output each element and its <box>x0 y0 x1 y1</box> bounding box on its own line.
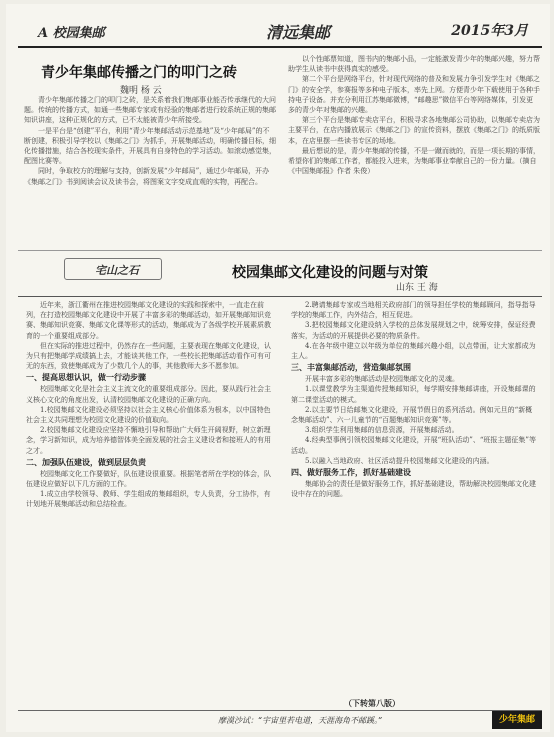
article2-paragraph: 集邮协会的责任是做好服务工作，抓好基础建设，帮助解决校园集邮文化建设中存在的问题。 <box>291 480 536 499</box>
section-heading: 三、丰富集邮活动，营造集邮氛围 <box>291 363 411 373</box>
article2-paragraph: 近年来，浙江衢州在推进校园集邮文化建设的实践和探索中，一直走在前列，在打造校园集邮文化建设中开展了丰富多彩的集邮活动，如开展集邮知识竞赛、集邮知识竞赛、集邮文化课等形式的活动，集邮成为了各级学校开展素质教育的一个重要组成部分。 <box>26 301 271 340</box>
article2-paragraph: 4.在各年级中建立以年级为单位的集邮兴趣小组，以点带面，让大家都成为主人。 <box>291 341 536 361</box>
article2-paragraph: 1.成立由学校领导、教师、学生组成的集邮组织，专人负责，分工协作，有计划地开展集邮活动和总结检查。 <box>26 490 271 509</box>
section-divider <box>18 250 542 251</box>
issue-date: 2015年3月 <box>451 23 528 39</box>
article2-right-column <box>291 300 537 700</box>
article2-byline: 山东 王 海 <box>396 283 438 293</box>
article1-right-column <box>288 54 540 256</box>
article2-paragraph: 2.以主要节日给邮集文化建设，开展节假日的系列活动。例如元旦的“新概念集邮活动”、六一儿童节的“百题集邮知识竞赛”等。 <box>291 405 533 425</box>
footer-quote: 摩漠沙试：“宇宙里若电道，天涯海角不邮蹊。” <box>218 716 383 725</box>
article1-paragraph: 青少年集邮传播之门的叩门之砖，是关系着我们集邮事业能否传承继代的大问题。传统的传播方式，如通一些集邮专家或有经验的集邮者进行较系统正规的集邮知识讲座，这种正规化的方式，已不太能被青少年所接受。 <box>24 96 276 125</box>
section-heading: 一、提高思想认识，做一行动步骤 <box>26 373 146 383</box>
article2-paragraph: 校园集邮文化工作要做好，队伍建设很重要。根据笔者所在学校的体会，队伍建设应做好以下几方面的工作。 <box>26 469 271 489</box>
article1-paragraph: 一是平台是“创建”平台，利用“青少年集邮活动示范基地”及“少年邮局”的不断创建，积极引导学校以《集邮之门》为抓手，开展集邮活动，明确传播目标，细化传播措施，结合各校现实条件，开展具有自身特色的学习活动。如滚动感觉集，配图比赛等。 <box>24 126 276 166</box>
article2-title: 校园集邮文化建设的问题与对策 <box>232 265 428 281</box>
newspaper-page <box>6 4 550 732</box>
article2-paragraph: 5.以融入当地政府、社区活动提升校园集邮文化建设的内涵。 <box>305 456 494 465</box>
article1-paragraph: 第二个平台是网络平台，针对现代网络的普及和发展力争引发学生对《集邮之门》的安全学，参赛报等多种电子版本，率先上网。方便青少年下载使用于各种手持电子设备。并充分利用江苏集邮微博，“邮趣思”微信平台等网络媒体，引发更多的青少年对集邮的兴趣。 <box>288 75 540 115</box>
article1-title: 青少年集邮传播之门的叩门之砖 <box>41 65 237 81</box>
article1-left-column <box>24 95 276 245</box>
title-rule <box>18 296 542 297</box>
article1-byline: 魏明 杨 云 <box>120 86 162 96</box>
article2-paragraph: 3.组织学生利用集邮的信息资源，开展集邮活动。 <box>305 426 459 435</box>
article2-paragraph: 2.聘请集邮专家或当地相关政府部门的领导担任学校的集邮顾问，指导指导学校的集邮工作，内外结合，相互促进。 <box>291 301 536 320</box>
badge-label: 宅山之石 <box>95 264 139 277</box>
article1-paragraph: 最后想说的是，青少年集邮的传播，不是一蹴而就的，而是一项长期的事情，希望你们的集邮工作者，都能投入进来，为集邮事业奉献自己的一份力量。（摘自《中国集邮报》作者 朱俊） <box>288 146 540 176</box>
page-header <box>18 16 542 48</box>
magazine-name: 清远集邮 <box>266 23 331 42</box>
article2-paragraph: 但在实际的推进过程中，仍然存在一些问题，主要表现在集邮文化建设，认为只有把集邮学成绩搞上去，才能谈其他工作，一些校长把集邮活动看作可有可无的东西，致使集邮成为了少数几个人的事，其他教师大多不愿参加。 <box>26 341 271 371</box>
article2-left-column <box>26 300 274 680</box>
article1-paragraph: 同时，争取校方的理解与支持，创新发展“少年邮局”，通过少年邮局，开办《集邮之门》书到阅读会议及读书会，将图案文字变成直观的实物，再配合。 <box>24 167 270 186</box>
footer-logo: 少年集邮 <box>492 711 542 729</box>
article2-paragraph: 校园集邮文化是社会主义主流文化的重要组成部分。因此，要从践行社会主义核心文化的角度出发，认清校园集邮文化建设的正确方向。 <box>26 385 271 404</box>
article2-paragraph: 开展丰富多彩的集邮活动是校园集邮文化的灵魂。 <box>305 375 459 384</box>
article2-paragraph: 1.以课堂教学为主渠道传授集邮知识，每学期安排集邮讲座，开设集邮课的第二课堂活动的模式。 <box>291 385 536 404</box>
article1-paragraph: 第三个平台是集邮专卖店平台，积极寻求各地集邮公司协助，以集邮专卖店为主要平台，在店内播放展示《集邮之门》的宣传资料，摆放《集邮之门》的纸质版本，在店里摆一些读书专区的场地。 <box>288 116 540 145</box>
article1-paragraph: 以个性邮票知道，图书内的集邮小品，一定能激发青少年的集邮兴趣，努力帮助学生从读书中获得真实的感受。 <box>288 55 540 74</box>
continued-note: （下转第八版） <box>344 699 400 708</box>
section-title: A 校园集邮 <box>38 26 105 41</box>
column-badge <box>64 258 162 280</box>
article2-paragraph: 3.把校园集邮文化建设纳入学校的总体发展规划之中，统筹安排，保证经费落实，为活动的开展提供必要的物质条件。 <box>291 321 536 340</box>
page-footer <box>18 710 542 729</box>
article2-paragraph: 1.校园集邮文化建设必须坚持以社会主义核心价值体系为根本，以中国特色社会主义共同理想为校园文化建设的价值取向。 <box>26 405 271 425</box>
article2-paragraph: 4.经典型事例引领校园集邮文化建设，开展“班队活动”、“班报主题征集”等活动。 <box>291 436 536 455</box>
article2-paragraph: 2.校园集邮文化建设应坚持不懈地引导和帮助广大师生开阔视野，树立新理念，学习新知识，成为培养德智体美全面发展的社会主义建设者和接班人的有用之才。 <box>26 426 271 455</box>
section-heading: 四、做好服务工作，抓好基础建设 <box>291 468 411 478</box>
section-heading: 二、加强队伍建设，做到层层负责 <box>26 457 146 467</box>
